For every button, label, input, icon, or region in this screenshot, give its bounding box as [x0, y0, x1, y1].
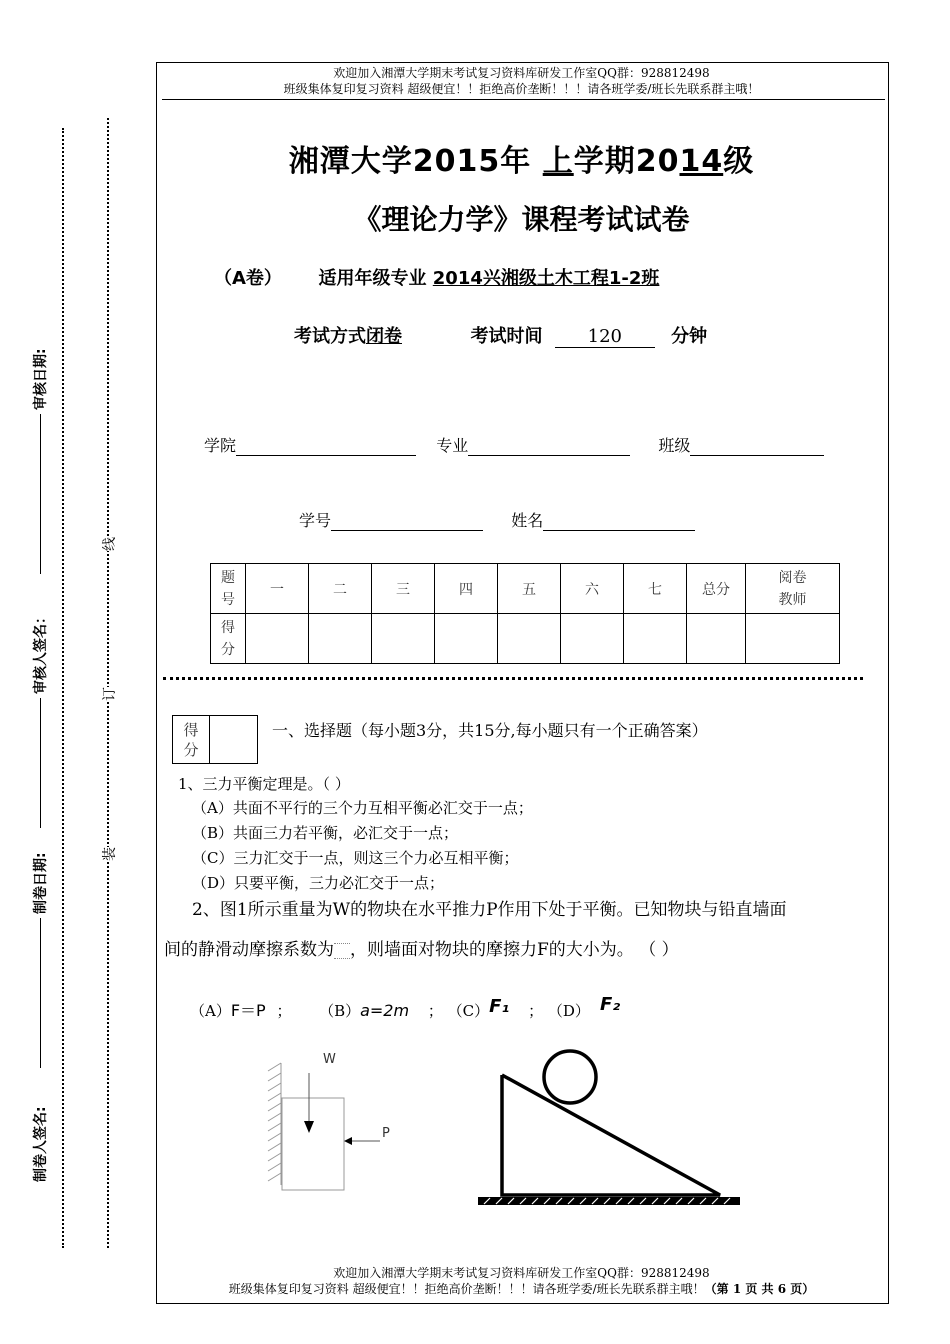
row-header-question [211, 564, 246, 614]
section1-title: 一、选择题（每小题3分，共15分,每小题只有一个正确答案） [272, 721, 708, 740]
score-table-score-row [211, 614, 840, 664]
exam-time-number: 120 [587, 326, 623, 347]
push-arrowhead [344, 1137, 352, 1145]
college-label: 学院 [204, 436, 237, 455]
reviewer-sign-blank [40, 698, 41, 828]
footer-promo: 班级集体复印复习资料 超级便宜！！拒绝高价垄断！！！请各班学委/班长先联系群主哦！ [228, 1282, 705, 1296]
class-label: 班级 [658, 436, 691, 455]
q2-option-d-text: F₂ [599, 994, 621, 1015]
q1-stem: 1、三力平衡定理是。（ ） [178, 775, 350, 793]
score-cell[interactable] [624, 614, 687, 664]
block [282, 1098, 344, 1190]
score-table [210, 563, 840, 664]
exam-mode-label: 考试方式 [294, 326, 366, 347]
college-field[interactable] [236, 437, 416, 456]
applicable-value: 2014兴湘级土木工程1-2班 [432, 268, 660, 289]
score-cell[interactable] [746, 614, 840, 664]
header-line-2: 班级集体复印复习资料 超级便宜！！拒绝高价垄断！！！请各班学委/班长先联系群主哦！ [283, 82, 760, 96]
score-cell[interactable] [435, 614, 498, 664]
q2-stem-part-1: 间的静滑动摩擦系数为 [164, 940, 334, 960]
score-cell[interactable] [246, 614, 309, 664]
score-cell[interactable] [372, 614, 435, 664]
maker-date-label: 制卷日期: [33, 852, 49, 914]
col-header: 七 [624, 564, 687, 614]
applicable-label: 适用年级专业 [318, 268, 427, 289]
q2-option-a-label: （A） [190, 1002, 231, 1020]
reviewer-sign-label: 审核人签名： [33, 610, 49, 694]
binding-dotted-line-inner [107, 118, 109, 1248]
friction-coefficient-symbol [334, 943, 350, 959]
q1-option-a: （A）共面不平行的三个力互相平衡必汇交于一点； [192, 799, 533, 817]
exam-title-line-2: 《理论力学》课程考试试卷 [353, 203, 690, 236]
footer-line-1: 欢迎加入湘潭大学期末考试复习资料库研发工作室QQ群：928812498 [333, 1266, 710, 1280]
section1-score-box [172, 715, 258, 764]
paper-info-row [214, 264, 665, 290]
col-header-grader [746, 564, 840, 614]
col-header: 一 [246, 564, 309, 614]
q2-option-d-label: （D） [547, 1002, 590, 1020]
student-fields-row-1 [204, 433, 824, 456]
q2-option-c-text: F₁ [489, 996, 510, 1017]
line-char: 线 [99, 537, 119, 551]
col-header: 四 [435, 564, 498, 614]
figure-ball-on-incline [474, 1045, 746, 1210]
q2-sep-2: ； [427, 1002, 443, 1020]
q2-option-c-label: （C） [447, 1002, 490, 1020]
ball [544, 1051, 596, 1103]
incline [502, 1075, 720, 1195]
major-label: 专业 [436, 436, 469, 455]
title-part-c: 学期20 [573, 144, 680, 179]
exam-time-unit: 分钟 [671, 326, 708, 347]
title-part-a: 湘潭大学2015年 [288, 144, 543, 179]
bind-char: 订 [99, 687, 119, 701]
maker-sign-label: 制卷人签名: [33, 1106, 49, 1182]
wall-hatching [268, 1063, 281, 1185]
col-header-total: 总分 [687, 564, 746, 614]
student-id-label: 学号 [299, 511, 332, 530]
header-line-1: 欢迎加入湘潭大学期末考试复习资料库研发工作室QQ群：928812498 [333, 66, 710, 80]
grader-text: 阅卷教师 [778, 569, 807, 608]
footer-line-2 [156, 1282, 887, 1297]
title-part-e: 级 [723, 144, 755, 179]
q1-option-d: （D）只要平衡，三力必汇交于一点； [192, 874, 445, 892]
score-cell[interactable] [309, 614, 372, 664]
section1-score-label-text: 得分 [183, 720, 199, 759]
class-field[interactable] [690, 437, 824, 456]
weight-arrowhead [304, 1121, 314, 1133]
exam-mode-row [294, 322, 707, 348]
q2-stem-part-2: ，则墙面对物块的摩擦力F的大小为。 （ ） [350, 940, 679, 960]
title-part-b: 上 [542, 144, 574, 179]
exam-mode-value: 闭卷 [366, 326, 402, 347]
title-part-d: 14 [679, 144, 724, 179]
score-table-header-row [211, 564, 840, 614]
paper-label: （A卷） [214, 268, 282, 289]
page-number: （第 1 页 共 6 页） [704, 1282, 815, 1296]
student-id-field[interactable] [331, 512, 483, 531]
exam-title-line-1 [156, 136, 887, 180]
col-header: 三 [372, 564, 435, 614]
section1-score-cell[interactable] [210, 716, 258, 764]
q2-options-row [190, 994, 620, 1021]
name-label: 姓名 [511, 511, 544, 530]
q2-stem-line-2 [164, 938, 679, 962]
major-field[interactable] [468, 437, 630, 456]
col-header: 五 [498, 564, 561, 614]
figure-block-on-wall [260, 1045, 410, 1195]
q2-sep-3: ； [528, 1002, 544, 1020]
push-label: P [382, 1126, 390, 1141]
score-cell[interactable] [498, 614, 561, 664]
student-fields-row-2 [299, 508, 695, 531]
q2-stem-line-1: 2、图1所示重量为W的物块在水平推力P作用下处于平衡。已知物块与铅直墙面 [192, 900, 787, 920]
section1-score-label [173, 716, 210, 764]
row-header-question-text: 题号 [221, 569, 235, 608]
exam-time-label: 考试时间 [470, 326, 543, 347]
staple-char: 装 [99, 847, 119, 861]
score-cell[interactable] [687, 614, 746, 664]
q2-option-b-label: （B） [319, 1002, 361, 1020]
weight-label: W [323, 1052, 336, 1067]
col-header: 二 [309, 564, 372, 614]
score-cell[interactable] [561, 614, 624, 664]
q1-option-b: （B）共面三力若平衡，必汇交于一点； [192, 824, 459, 842]
maker-date-blank [40, 918, 41, 1068]
q2-option-a-text: F＝P [230, 1001, 266, 1020]
header-rule [162, 99, 885, 100]
exam-time-value [555, 326, 655, 348]
row-header-score-text: 得分 [221, 619, 235, 658]
binding-dotted-line-outer [62, 128, 64, 1248]
reviewer-date-label: 审核日期: [33, 348, 49, 410]
section-dotted-divider [163, 677, 863, 680]
q2-option-b-text: a=2m [360, 1001, 410, 1020]
reviewer-date-blank [40, 414, 41, 574]
q1-option-c: （C）三力汇交于一点，则这三个力必互相平衡； [192, 849, 519, 867]
col-header: 六 [561, 564, 624, 614]
row-header-score [211, 614, 246, 664]
q2-sep-1: ； [276, 1002, 292, 1020]
name-field[interactable] [543, 512, 695, 531]
